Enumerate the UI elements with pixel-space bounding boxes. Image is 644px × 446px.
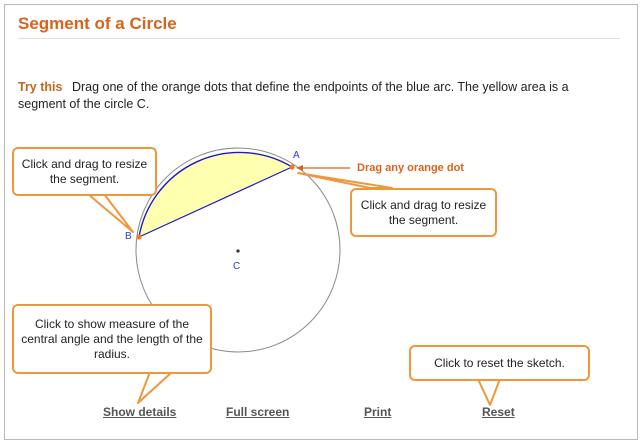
full-screen-link[interactable]: Full screen [226,405,290,419]
callout-resize-left-text: Click and drag to resize the segment. [21,156,148,186]
drag-note: Drag any orange dot [357,162,464,174]
center-point [236,249,239,252]
callout-reset [409,345,590,381]
callout-show-details [12,304,212,374]
point-b-label: B [125,231,132,242]
point-a-label: A [293,150,300,161]
point-c-label: C [233,261,241,272]
reset-link[interactable]: Reset [482,405,515,419]
page-title: Segment of a Circle [18,14,177,33]
callout-reset-text: Click to reset the sketch. [434,355,565,370]
callout-tail-details [138,372,172,403]
try-this-label: Try this [18,80,63,94]
callout-resize-right-text: Click and drag to resize the segment. [360,197,487,227]
callout-tail-reset [478,379,500,405]
callout-tail-left [88,194,133,232]
intro-instructions: Drag one of the orange dots that define the endpoints of the blue arc. The yellow area is a segment of the circle C. [18,80,569,111]
callout-resize-right [350,188,497,237]
endpoint-a-dot[interactable] [289,164,294,169]
show-details-link[interactable]: Show details [103,405,177,419]
callout-show-details-text: Click to show measure of the central angle and the length of the radius. [21,316,203,361]
drag-note-arrowhead [296,165,303,171]
print-link[interactable]: Print [364,405,392,419]
segment-area [139,152,292,237]
endpoint-b-dot[interactable] [136,234,141,239]
callout-resize-left [12,147,157,196]
